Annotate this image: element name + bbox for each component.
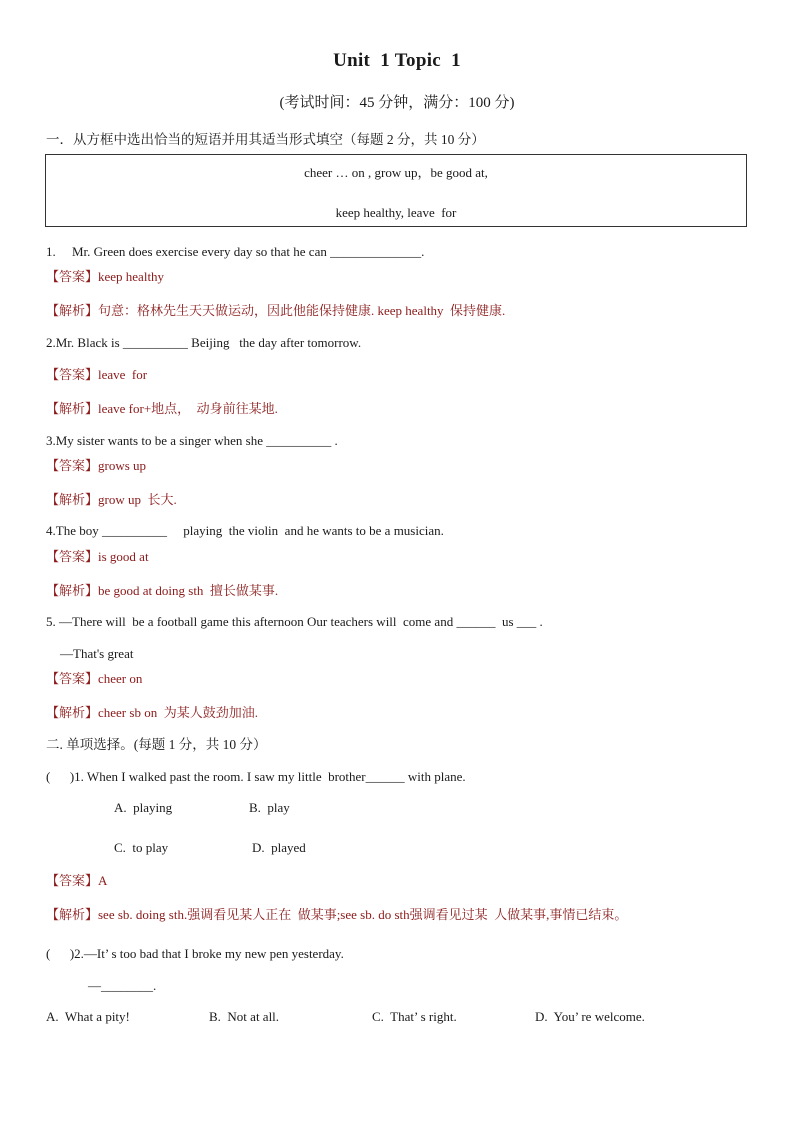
s1-q1-answer: 【答案】keep healthy — [46, 269, 165, 284]
s1-q5-answer: 【答案】cheer on — [46, 671, 143, 686]
s2-q2-option-a: A. What a pity! — [46, 1009, 130, 1024]
s1-q3-analysis: 【解析】grow up 长大. — [46, 492, 177, 507]
section1-heading: 一．从方框中选出恰当的短语并用其适当形式填空（每题 2 分，共 10 分） — [46, 132, 485, 147]
s1-q5-analysis: 【解析】cheer sb on 为某人鼓劲加油. — [46, 705, 258, 720]
s2-q2-reply: —________. — [88, 978, 157, 993]
phrase-box-line-1: cheer … on , grow up，be good at, — [304, 165, 488, 180]
s2-q1-answer: 【答案】A — [46, 873, 108, 888]
s1-q5-reply: —That's great — [60, 646, 134, 661]
phrase-box-line-2: keep healthy, leave for — [335, 205, 457, 220]
s1-q4-answer: 【答案】is good at — [46, 549, 149, 564]
s1-q1-analysis: 【解析】句意：格林先生天天做运动，因此他能保持健康. keep healthy 保持健康. — [46, 303, 506, 318]
s1-q2-answer: 【答案】leave for — [46, 367, 148, 382]
s1-question-1: 1. Mr. Green does exercise every day so that he can ______________. — [46, 244, 425, 259]
s1-q3-answer: 【答案】grows up — [46, 458, 147, 473]
page-title: Unit 1 Topic 1 — [333, 50, 461, 71]
s1-question-2: 2.Mr. Black is __________ Beijing the day after tomorrow. — [46, 335, 362, 350]
s1-question-3: 3.My sister wants to be a singer when she __________ . — [46, 433, 338, 448]
s2-q1-option-c: C. to play — [114, 840, 169, 855]
exam-info: (考试时间：45 分钟，满分：100 分) — [279, 95, 515, 111]
s2-q1-option-a: A. playing — [114, 800, 173, 815]
s2-q2-option-c: C. That’ s right. — [372, 1009, 457, 1024]
s2-question-1: ( )1. When I walked past the room. I saw my little brother______ with plane. — [46, 769, 466, 784]
s2-q1-option-b: B. play — [249, 800, 290, 815]
phrase-box — [45, 154, 747, 227]
section2-heading: 二. 单项选择。(每题 1 分，共 10 分） — [46, 737, 267, 752]
s2-question-2: ( )2.—It’ s too bad that I broke my new pen yesterday. — [46, 946, 344, 961]
s2-q2-option-d: D. You’ re welcome. — [535, 1009, 645, 1024]
s1-question-4: 4.The boy __________ playing the violin and he wants to be a musician. — [46, 523, 444, 538]
s2-q1-analysis: 【解析】see sb. doing sth.强调看见某人正在 做某事;see sb. do sth强调看见过某 人做某事,事情已结束。 — [46, 907, 628, 922]
s1-question-5: 5. —There will be a football game this afternoon Our teachers will come and ______ us ___ . — [46, 614, 543, 629]
s2-q2-option-b: B. Not at all. — [209, 1009, 280, 1024]
s1-q4-analysis: 【解析】be good at doing sth 擅长做某事. — [46, 583, 279, 598]
s2-q1-option-d: D. played — [252, 840, 306, 855]
s1-q2-analysis: 【解析】leave for+地点， 动身前往某地. — [46, 401, 278, 416]
